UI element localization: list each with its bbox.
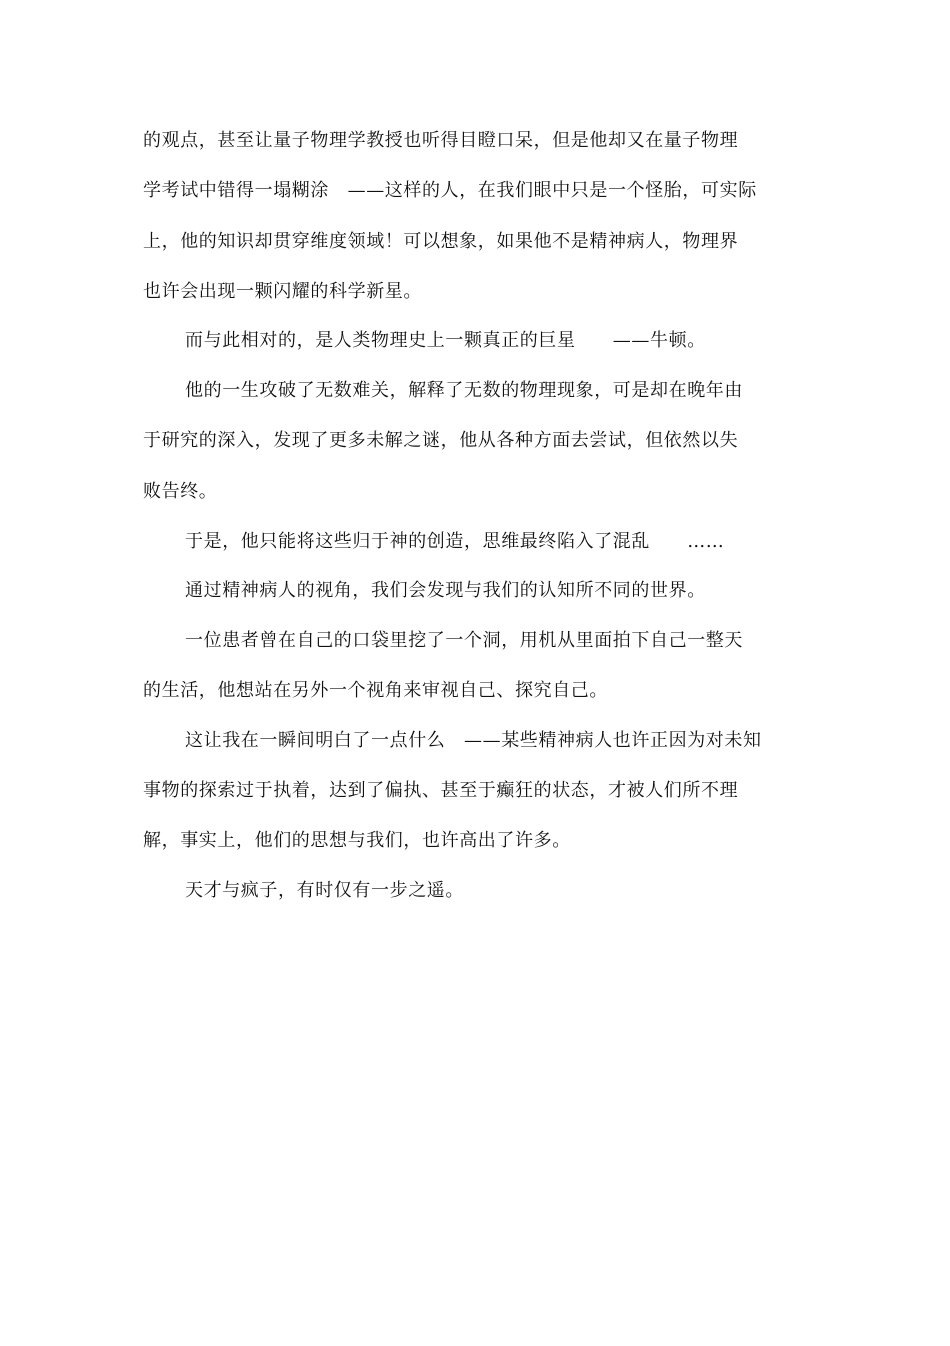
text-line: 的生活，他想站在另外一个视角来审视自己、探究自己。 (143, 680, 608, 701)
text-line: 学考试中错得一塌糊涂 ——这样的人，在我们眼中只是一个怪胎，可实际 (143, 180, 757, 201)
text-line: 于研究的深入，发现了更多未解之谜，他从各种方面去尝试，但依然以失 (143, 430, 739, 451)
text-line: 上，他的知识却贯穿维度领域！可以想象，如果他不是精神病人，物理界 (143, 231, 739, 252)
text-line: 而与此相对的，是人类物理史上一颗真正的巨星 ——牛顿。 (185, 330, 706, 351)
text-line: 一位患者曾在自己的口袋里挖了一个洞，用机从里面拍下自己一整天 (185, 630, 743, 651)
text-line: 的观点，甚至让量子物理学教授也听得目瞪口呆，但是他却又在量子物理 (143, 130, 739, 151)
text-line: 于是，他只能将这些归于神的创造，思维最终陷入了混乱 …… (185, 531, 725, 552)
text-line: 这让我在一瞬间明白了一点什么 ——某些精神病人也许正因为对未知 (185, 730, 762, 751)
text-line: 也许会出现一颗闪耀的科学新星。 (143, 281, 422, 302)
text-line: 他的一生攻破了无数难关，解释了无数的物理现象，可是却在晚年由 (185, 380, 743, 401)
text-line: 通过精神病人的视角，我们会发现与我们的认知所不同的世界。 (185, 580, 706, 601)
text-line: 解，事实上，他们的思想与我们，也许高出了许多。 (143, 830, 571, 851)
text-line: 败告终。 (143, 481, 218, 502)
text-line: 天才与疯子，有时仅有一步之遥。 (185, 880, 464, 901)
text-line: 事物的探索过于执着，达到了偏执、甚至于癫狂的状态，才被人们所不理 (143, 780, 739, 801)
